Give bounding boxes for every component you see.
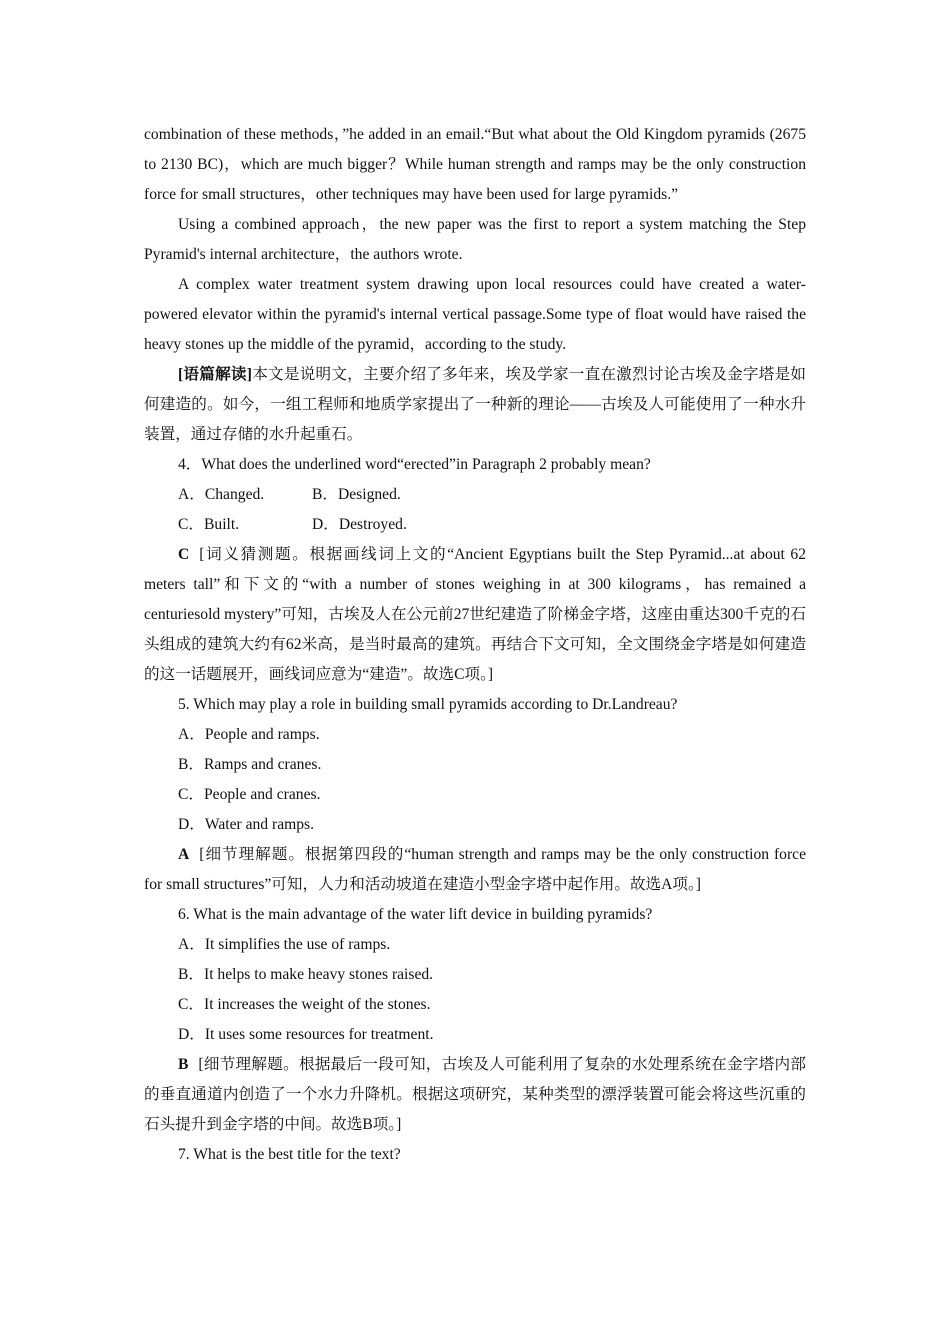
question-4-options-row-2 xyxy=(144,510,806,540)
question-5-option-d: D．Water and ramps. xyxy=(178,816,315,833)
question-7-stem: 7. What is the best title for the text? xyxy=(178,1146,401,1163)
question-5-explanation-text: [细节理解题。根据第四段的“human strength and ramps may be the only construction force for small structures”可知，人力和活动坡道在建造小型金字塔中起作用。故选A项。] xyxy=(144,846,806,893)
question-5-option-c: C．People and cranes. xyxy=(178,786,321,803)
question-6-explanation-text: [细节理解题。根据最后一段可知，古埃及人可能利用了复杂的水处理系统在金字塔内部的垂直通道内创造了一个水力升降机。根据这项研究，某种类型的漂浮装置可能会将这些沉重的石头提升到金字塔的中间。故选B项。] xyxy=(144,1056,806,1133)
question-4-stem: 4．What does the underlined word“erected”in Paragraph 2 probably mean? xyxy=(178,456,651,473)
question-6-answer: B xyxy=(178,1056,189,1073)
document-page xyxy=(144,120,806,1170)
question-6-option-c: C．It increases the weight of the stones. xyxy=(178,996,431,1013)
question-6-stem: 6. What is the main advantage of the water lift device in building pyramids? xyxy=(178,906,653,923)
question-4-explanation xyxy=(144,540,806,690)
analysis-tag: [语篇解读] xyxy=(178,366,252,383)
question-6-explanation xyxy=(144,1050,806,1140)
passage-paragraph-3: A complex water treatment system drawing upon local resources could have created a water-powered elevator within the pyramid's internal vertical passage.Some type of float would have raised the heavy stones up the middle of the pyramid，according to the study. xyxy=(144,276,806,353)
question-5-option-a: A．People and ramps. xyxy=(178,726,320,743)
question-5-option-b: B．Ramps and cranes. xyxy=(178,756,322,773)
question-4-option-b: B．Designed. xyxy=(312,486,401,503)
passage-paragraph-1: combination of these methods，”he added in an email.“But what about the Old Kingdom pyramids (2675 to 2130 BC)，which are much bigger？While human strength and ramps may be the only construction force for small structures，other techniques may have been used for large pyramids.” xyxy=(144,126,806,203)
question-5-answer: A xyxy=(178,846,190,863)
question-4-option-c: C．Built. xyxy=(178,516,240,533)
question-5-explanation xyxy=(144,840,806,900)
passage-paragraph-2: Using a combined approach，the new paper was the first to report a system matching the Step Pyramid's internal architecture，the authors wrote. xyxy=(144,216,806,263)
question-4-options-row-1 xyxy=(144,480,806,510)
question-6-option-b: B．It helps to make heavy stones raised. xyxy=(178,966,434,983)
question-6-option-a: A．It simplifies the use of ramps. xyxy=(178,936,391,953)
question-4-option-a: A．Changed. xyxy=(178,486,265,503)
analysis-paragraph xyxy=(144,360,806,450)
question-5-stem: 5. Which may play a role in building small pyramids according to Dr.Landreau? xyxy=(178,696,678,713)
analysis-text: 本文是说明文，主要介绍了多年来，埃及学家一直在激烈讨论古埃及金字塔是如何建造的。如今，一组工程师和地质学家提出了一种新的理论——古埃及人可能使用了一种水升装置，通过存储的水升起重石。 xyxy=(144,366,806,443)
question-4-option-d: D．Destroyed. xyxy=(312,516,407,533)
question-6-option-d: D．It uses some resources for treatment. xyxy=(178,1026,434,1043)
question-4-explanation-text: [词义猜测题。根据画线词上文的“Ancient Egyptians built the Step Pyramid...at about 62 meters tall”和下文的“with a number of stones weighing in at 300 kilograms，has remained a centuriesold mystery”可知，古埃及人在公元前27世纪建造了阶梯金字塔，这座由重达300千克的石头组成的建筑大约有62米高，是当时最高的建筑。再结合下文可知，全文围绕金字塔是如何建造的这一话题展开，画线词应意为“建造”。故选C项。] xyxy=(144,546,806,683)
question-4-answer: C xyxy=(178,546,190,563)
